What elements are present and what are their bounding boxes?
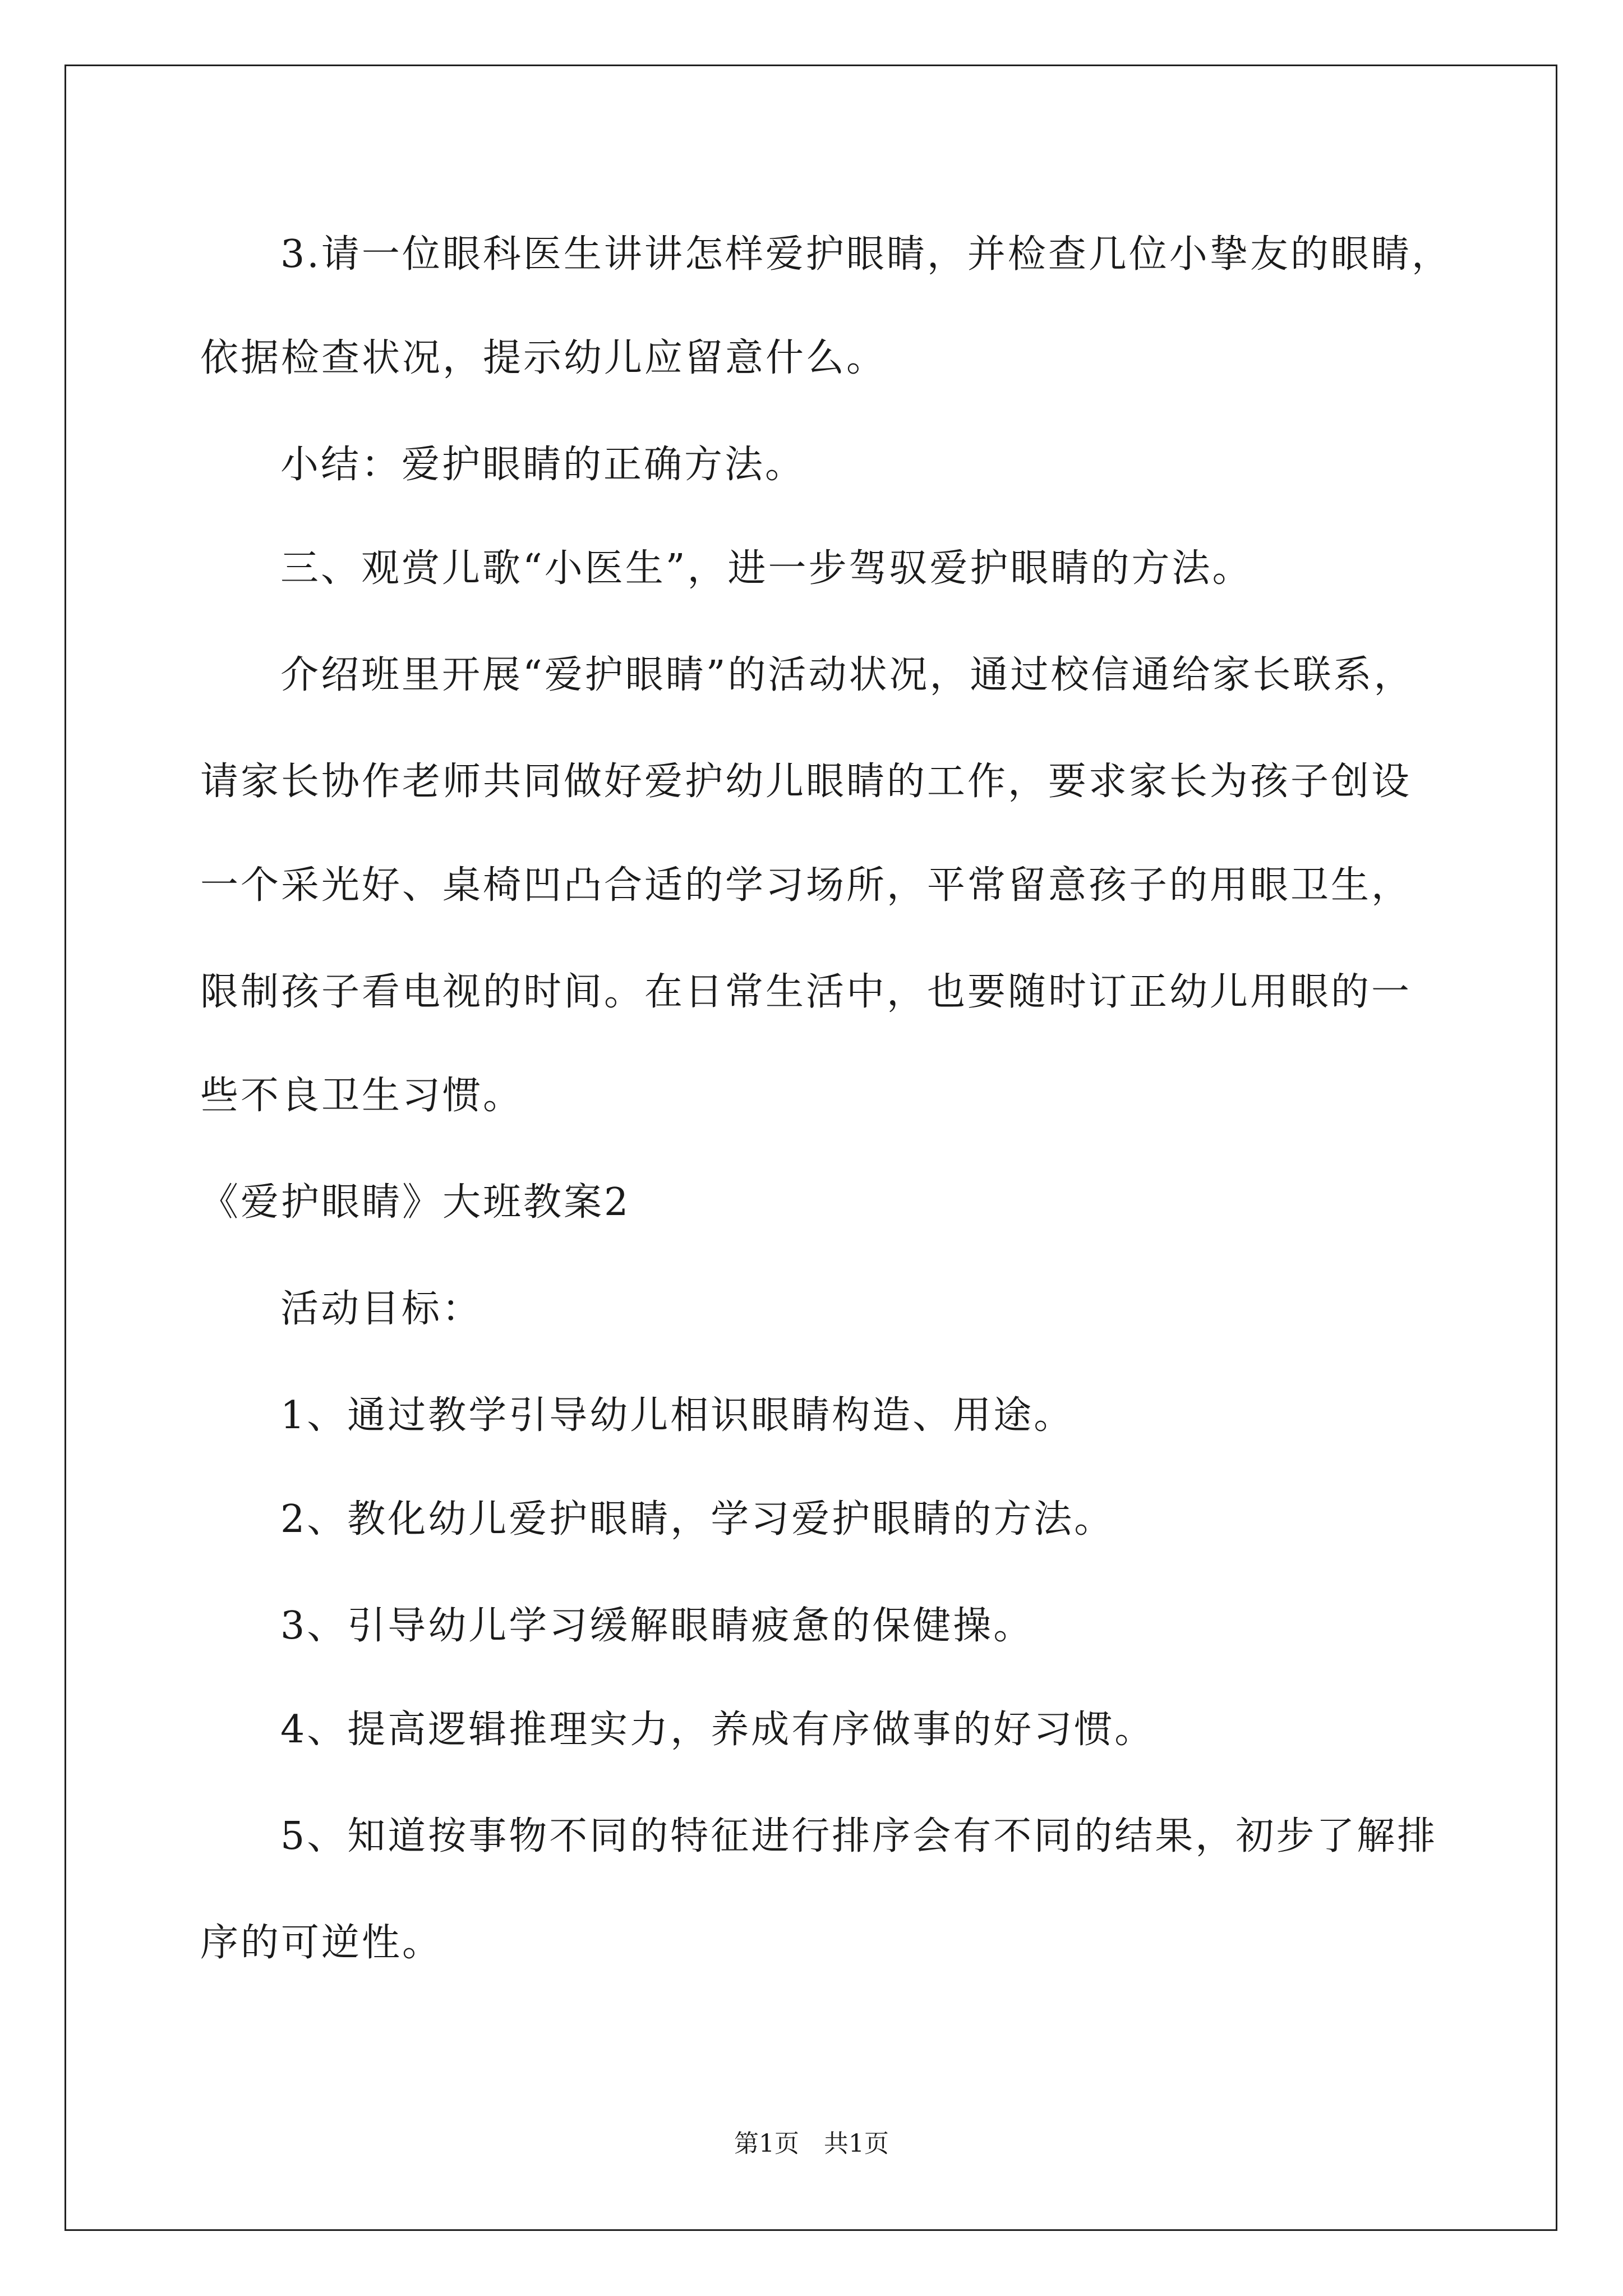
list-item: 2、教化幼儿爱护眼睛，学习爱护眼睛的方法。	[280, 1497, 1115, 1542]
page-footer: 第1页 共1页	[734, 2129, 889, 2158]
paragraph-line: 3.请一位眼科医生讲讲怎样爱护眼睛，并检查几位小挚友的眼睛，	[280, 232, 1452, 277]
list-item: 3、引导幼儿学习缓解眼睛疲惫的保健操。	[280, 1604, 1034, 1648]
page-border	[64, 65, 1557, 2231]
paragraph-line: 小结：爱护眼睛的正确方法。	[280, 443, 806, 487]
paragraph-line: 三、观赏儿歌“小医生”，进一步驾驭爱护眼睛的方法。	[280, 546, 1253, 591]
paragraph-line: 活动目标：	[280, 1287, 483, 1331]
list-item: 序的可逆性。	[200, 1921, 443, 1965]
paragraph-line: 介绍班里开展“爱护眼睛”的活动状况，通过校信通给家长联系，	[280, 653, 1414, 697]
paragraph-line: 一个采光好、桌椅凹凸合适的学习场所，平常留意孩子的用眼卫生，	[200, 863, 1412, 908]
list-item: 4、提高逻辑推理实力，养成有序做事的好习惯。	[280, 1708, 1155, 1752]
paragraph-line: 限制孩子看电视的时间。在日常生活中，也要随时订正幼儿用眼的一	[200, 970, 1412, 1014]
list-item: 5、知道按事物不同的特征进行排序会有不同的结果，初步了解排	[280, 1814, 1438, 1858]
paragraph-line: 请家长协作老师共同做好爱护幼儿眼睛的工作，要求家长为孩子创设	[200, 760, 1412, 804]
paragraph-line: 依据检查状况，提示幼儿应留意什么。	[200, 336, 887, 380]
list-item: 1、通过教学引导幼儿相识眼睛构造、用途。	[280, 1393, 1075, 1438]
section-heading: 《爱护眼睛》大班教案2	[200, 1180, 631, 1225]
paragraph-line: 些不良卫生习惯。	[200, 1074, 524, 1118]
